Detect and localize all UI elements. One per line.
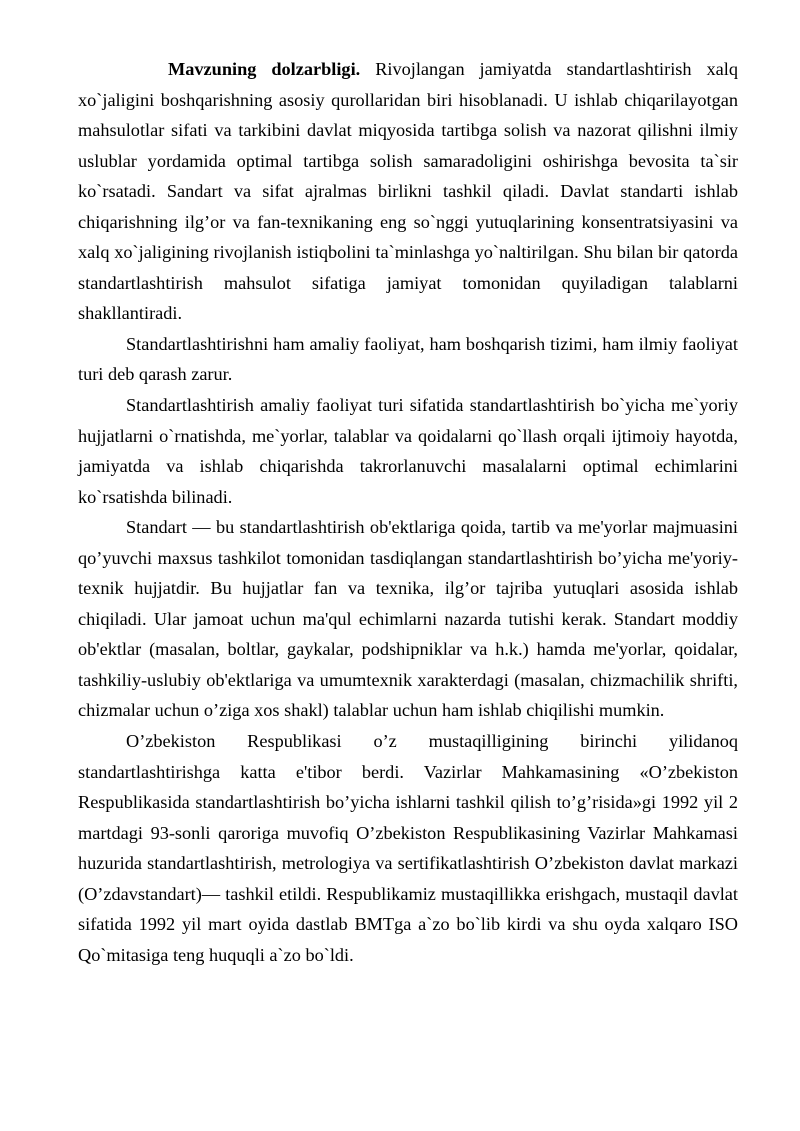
- paragraph-relevance: [78, 54, 738, 329]
- lead-title: Mavzuning dolzarbligi.: [168, 59, 361, 79]
- paragraph-practical-activity: Standartlashtirish amaliy faoliyat turi sifatida standartlashtirish bo`yicha me`yoriy hujjatlarni o`rnatishda, me`yorlar, talablar va qoidalarni qo`llash orqali ijtimoiy hayotda, jamiyatda va ishlab chiqarishda takrorlanuvchi masalalarni optimal echimlarini ko`rsatishda bilinadi.: [78, 395, 738, 507]
- paragraph-standardization-views: Standartlashtirishni ham amaliy faoliyat, ham boshqarish tizimi, ham ilmiy faoliyat turi deb qarash zarur.: [78, 333, 738, 385]
- paragraph-uzbekistan-history: O’zbekiston Respublikasi o’z mustaqilligining birinchi yilidanoq standartlashtirishga katta e'tibor berdi. Vazirlar Mahkamasining «O’zbekiston Respublikasida standartlashtirish bo’yicha ishlarni tashkil qilish to’g’risida»gi 1992 yil 2 martdagi 93-sonli qaroriga muvofiq O’zbekiston Respublikasining Vazirlar Mahkamasi huzurida standartlashtirish, metrologiya va sertifikatlashtirish O’zbekiston davlat markazi (O’zdavstandart)— tashkil etildi. Respublikamiz mustaqillikka erishgach, mustaqil davlat sifatida 1992 yil mart oyida dastlab BMTga a`zo bo`lib kirdi va shu oyda xalqaro ISO Qo`mitasiga teng huquqli a`zo bo`ldi.: [78, 731, 738, 965]
- document-page: [78, 54, 738, 970]
- paragraph-relevance-text: Rivojlangan jamiyatda standartlashtirish xalq xo`jaligini boshqarishning asosiy qurollaridan biri hisoblanadi. U ishlab chiqarilayotgan mahsulotlar sifati va tarkibini davlat miqyosida tartibga solish va nazorat qilishni ilmiy uslublar yordamida optimal tartibga solish samaradoligini oshirishga bevosita ta`sir ko`rsatadi. Sandart va sifat ajralmas birlikni tashkil qiladi. Davlat standarti ishlab chiqarishning ilg’or va fan-texnikaning eng so`nggi yutuqlarining konsentratsiyasini va xalq xo`jaligining rivojlanish istiqbolini ta`minlashga yo`naltirilgan. Shu bilan bir qatorda standartlashtirish mahsulot sifatiga jamiyat tomonidan quyiladigan talablarni shakllantiradi.: [78, 59, 738, 324]
- paragraph-standard-definition: Standart — bu standartlashtirish ob'ektlariga qoida, tartib va me'yorlar majmuasini qo’yuvchi maxsus tashkilot tomonidan tasdiqlangan standartlashtirish bo’yicha me'yoriy-texnik hujjatdir. Bu hujjatlar fan va texnika, ilg’or tajriba yutuqlari asosida ishlab chiqiladi. Ular jamoat uchun ma'qul echimlarni nazarda tutishi kerak. Standart moddiy ob'ektlar (masalan, boltlar, gaykalar, podshipniklar va h.k.) hamda me'yorlar, qoidalar, tashkiliy-uslubiy ob'ektlariga va umumtexnik xarakterdagi (masalan, chizmachilik shrifti, chizmalar uchun o’ziga xos shakl) talablar uchun ham ishlab chiqilishi mumkin.: [78, 517, 738, 721]
